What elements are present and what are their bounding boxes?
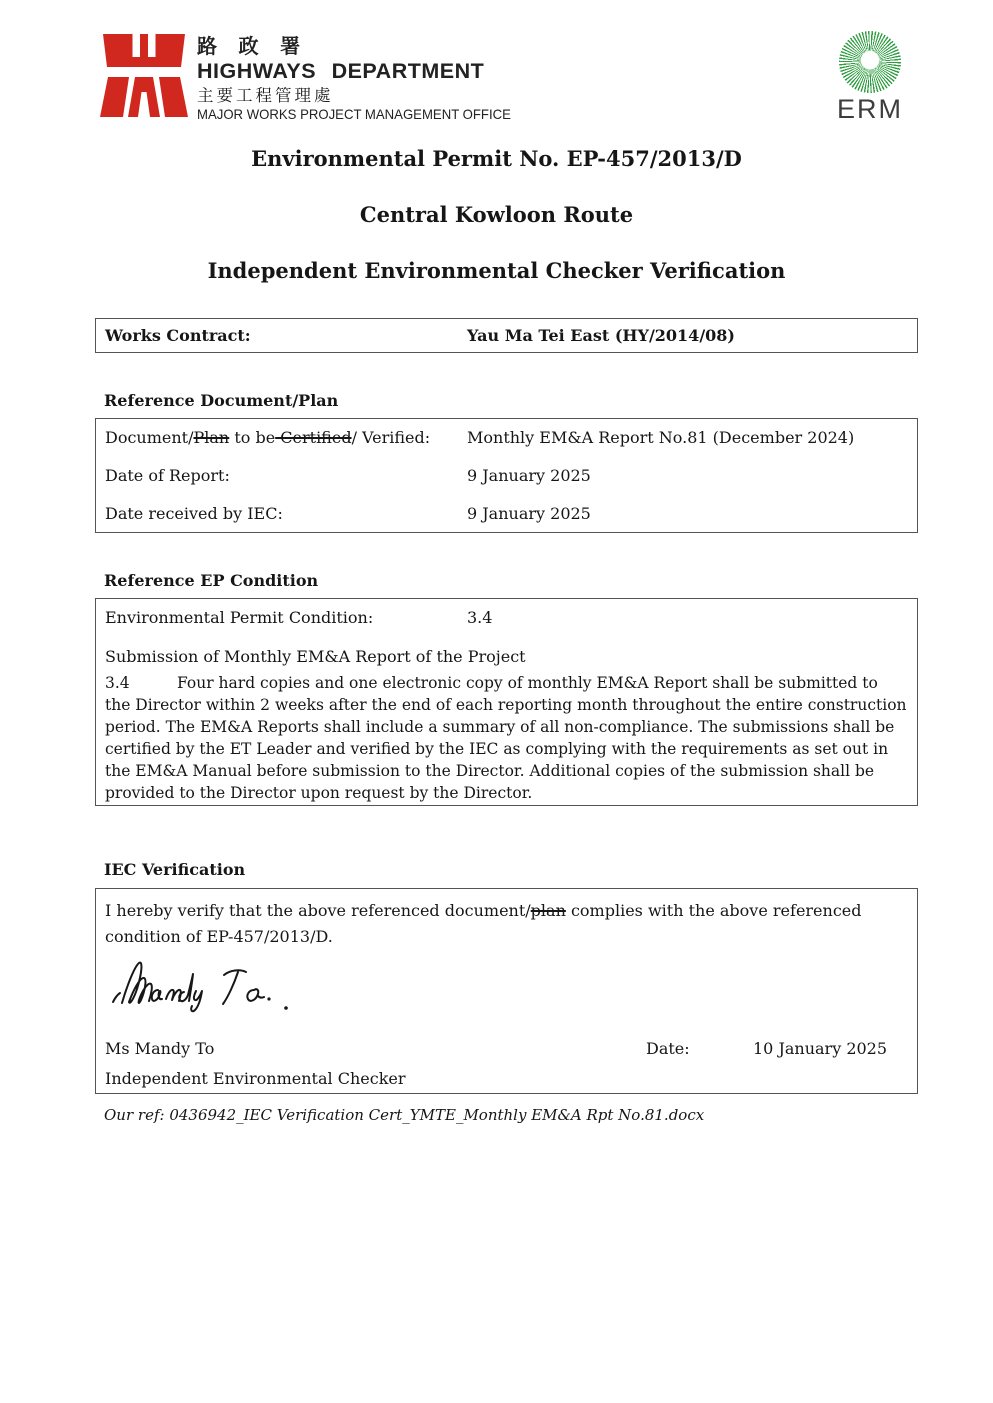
table-row — [96, 457, 917, 495]
statement-part: complies with the above referenced condition of EP-457/2013/D. — [105, 901, 862, 946]
document-to-be-verified-label — [96, 428, 458, 447]
hyd-office-zh: 主要工程管理處 — [197, 87, 334, 105]
ep-condition-value: 3.4 — [467, 608, 493, 627]
highways-department-text-block — [197, 36, 531, 123]
iec-verification-table — [95, 888, 918, 1094]
date-of-report-label: Date of Report: — [105, 465, 230, 485]
clause-number: 3.4 — [105, 674, 130, 692]
highways-department-logo-icon — [99, 30, 189, 120]
label-part: / Verified: — [351, 428, 431, 448]
works-contract-table — [95, 318, 918, 353]
ep-condition-subject: Submission of Monthly EM&A Report of the Project — [105, 647, 526, 666]
struck-word-plan: plan — [530, 901, 566, 920]
our-ref: Our ref: 0436942_IEC Verification Cert_YMTE_Monthly EM&A Rpt No.81.docx — [104, 1106, 705, 1124]
ep-condition-table — [95, 598, 918, 806]
ep-condition-clause — [105, 672, 908, 804]
date-value: 10 January 2025 — [753, 1039, 888, 1058]
signatory-title: Independent Environmental Checker — [105, 1069, 406, 1088]
label-part: Document/ — [105, 428, 194, 448]
title-permit-no: Environmental Permit No. EP-457/2013/D — [251, 146, 742, 171]
table-row — [96, 494, 917, 532]
works-contract-label: Works Contract: — [105, 326, 251, 345]
reference-document-heading: Reference Document/Plan — [104, 391, 339, 410]
ep-condition-heading: Reference EP Condition — [104, 571, 319, 590]
date-received-label: Date received by IEC: — [105, 503, 283, 523]
title-verification: Independent Environmental Checker Verification — [207, 258, 786, 283]
table-row — [96, 599, 917, 627]
signature-image — [108, 951, 298, 1015]
signatory-name: Ms Mandy To — [105, 1039, 215, 1058]
erm-starburst-icon — [839, 31, 901, 93]
verification-statement — [105, 898, 908, 950]
document-to-be-verified-value: Monthly EM&A Report No.81 (December 2024) — [467, 428, 855, 448]
date-label: Date: — [646, 1039, 690, 1058]
date-received-value: 9 January 2025 — [467, 503, 591, 523]
erm-logo-block — [833, 31, 907, 125]
iec-verification-heading: IEC Verification — [104, 860, 246, 879]
hyd-office-en: MAJOR WORKS PROJECT MANAGEMENT OFFICE — [197, 106, 511, 122]
date-of-report-value: 9 January 2025 — [467, 465, 591, 485]
hyd-name-zh: 路 政 署 — [197, 36, 309, 58]
statement-part: I hereby verify that the above referenced document/ — [105, 901, 531, 920]
ep-condition-label: Environmental Permit Condition: — [105, 608, 374, 627]
struck-word-certified: Certified — [275, 428, 352, 448]
title-route: Central Kowloon Route — [359, 202, 634, 227]
hyd-name-en: HIGHWAYS DEPARTMENT — [197, 59, 485, 83]
struck-word-plan: Plan — [193, 428, 230, 448]
reference-document-table — [95, 418, 918, 533]
works-contract-value: Yau Ma Tei East (HY/2014/08) — [467, 326, 735, 345]
erm-label: ERM — [837, 94, 903, 124]
table-row — [96, 419, 917, 457]
clause-text: Four hard copies and one electronic copy of monthly EM&A Report shall be submitted to the Director within 2 weeks after the end of each reporting month throughout the entire construction period. The EM&A Reports shall include a summary of all non-compliance. The submissions shall be certified by the ET Leader and verified by the IEC as complying with the requirements as set out in the EM&A Manual before submission to the Director. Additional copies of the submission shall be provided to the Director upon request by the Director. — [105, 674, 907, 802]
label-part: to be — [229, 428, 276, 448]
